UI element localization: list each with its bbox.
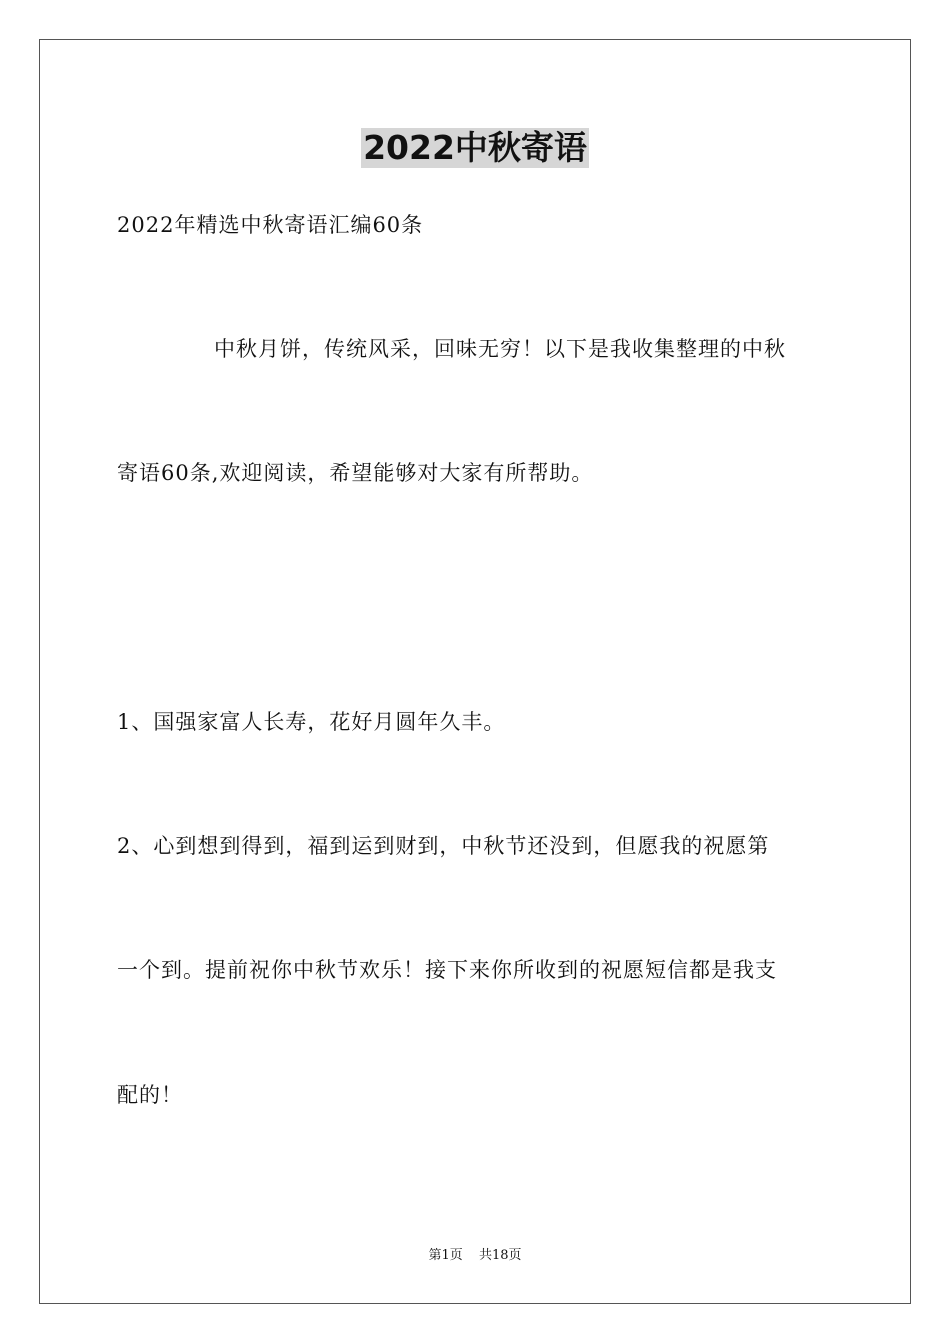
list-item-2-line-3: 配的！ <box>117 1083 183 1107</box>
document-subtitle: 2022年精选中秋寄语汇编60条 <box>117 213 424 237</box>
intro-paragraph-line-2: 寄语60条,欢迎阅读，希望能够对大家有所帮助。 <box>117 461 594 485</box>
list-item-2-line-2: 一个到。提前祝你中秋节欢乐！接下来你所收到的祝愿短信都是我支 <box>117 958 777 982</box>
page-footer <box>0 1247 950 1265</box>
list-item-2-line-1: 2、心到想到得到，福到运到财到，中秋节还没到，但愿我的祝愿第 <box>117 834 770 858</box>
document-title: 2022中秋寄语 <box>363 128 587 167</box>
page-number-total: 共18页 <box>478 1248 522 1263</box>
intro-paragraph-line-1: 中秋月饼，传统风采，回味无穷！以下是我收集整理的中秋 <box>214 337 786 361</box>
page-number-current: 第1页 <box>428 1248 463 1263</box>
list-item-1: 1、国强家富人长寿，花好月圆年久丰。 <box>117 710 506 734</box>
title-container <box>0 128 950 168</box>
